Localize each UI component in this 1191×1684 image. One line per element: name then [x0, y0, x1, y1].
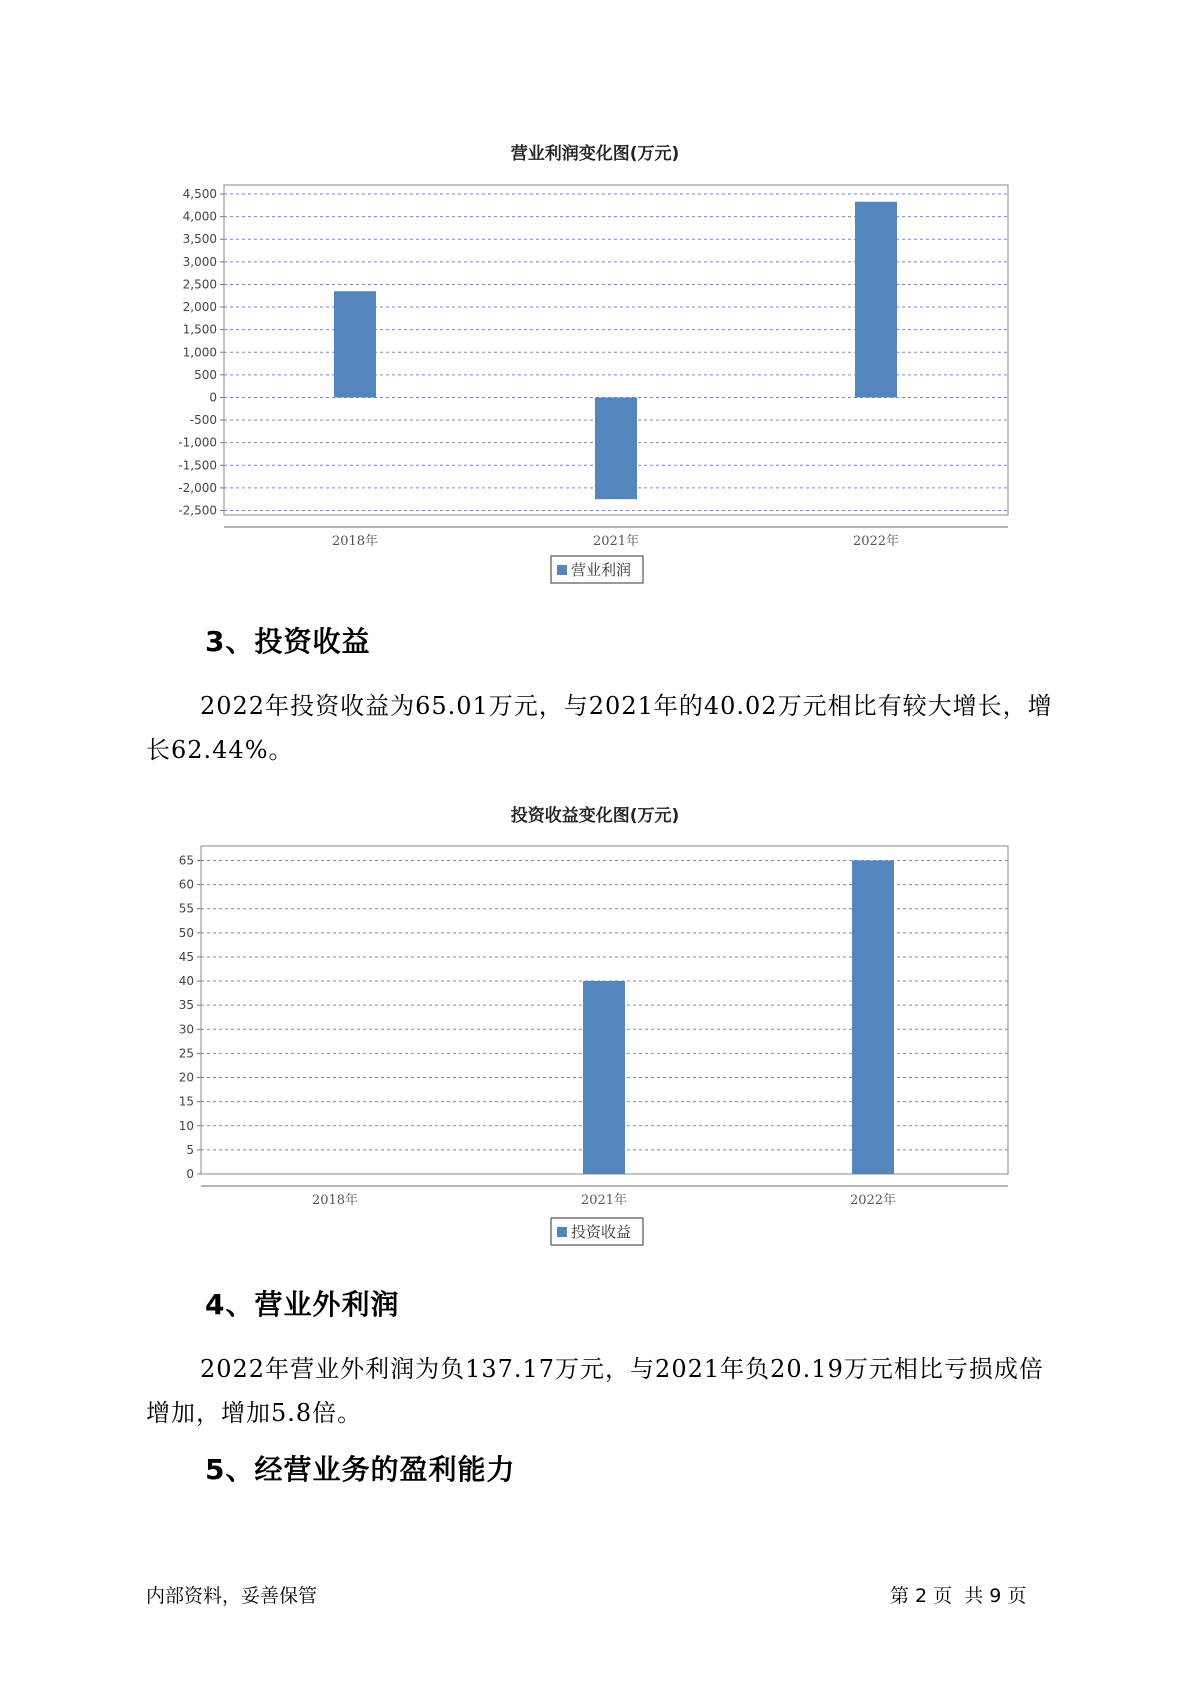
- operating-profit-chart-svg: [0, 135, 1191, 595]
- chart-legend: [551, 556, 643, 583]
- x-tick-label: 2021年: [580, 1193, 628, 1208]
- bar: [852, 860, 894, 1174]
- y-tick-label: -2,000: [178, 480, 217, 495]
- y-tick-label: 0: [186, 1167, 194, 1181]
- bar: [334, 291, 376, 397]
- y-tick-label: 5: [186, 1142, 194, 1157]
- y-tick-label: 0: [209, 390, 217, 405]
- section-3-paragraph: 2022年投资收益为65.01万元，与2021年的40.02万元相比有较大增长，增长62.44%。: [146, 692, 1053, 764]
- y-tick-label: 30: [178, 1022, 194, 1037]
- bar: [595, 397, 637, 499]
- legend-swatch: [557, 565, 567, 575]
- y-tick-label: 15: [178, 1094, 194, 1109]
- y-tick-label: 3,000: [182, 254, 217, 269]
- y-tick-label: 25: [178, 1046, 194, 1061]
- bar: [855, 202, 897, 398]
- y-tick-label: 3,500: [182, 232, 217, 247]
- section-4-heading: 4、营业外利润: [205, 1288, 400, 1321]
- y-tick-label: -2,500: [178, 503, 217, 518]
- y-tick-label: 1,500: [182, 322, 217, 337]
- y-tick-label: 2,500: [182, 277, 217, 292]
- chart-legend: [551, 1218, 643, 1245]
- section-5-heading: 5、经营业务的盈利能力: [205, 1453, 516, 1486]
- y-tick-label: 10: [178, 1118, 194, 1133]
- x-tick-label: 2018年: [331, 534, 379, 549]
- investment-income-chart-svg: [0, 797, 1191, 1257]
- y-tick-label: 65: [178, 853, 194, 868]
- y-tick-label: 35: [178, 998, 194, 1013]
- legend-swatch: [557, 1227, 567, 1237]
- y-tick-label: 40: [178, 974, 194, 989]
- x-tick-label: 2021年: [592, 534, 640, 549]
- page-number: 第 2 页 共 9 页: [890, 1585, 1027, 1607]
- y-tick-label: 2,000: [182, 300, 217, 315]
- legend-label: 营业利润: [571, 561, 632, 579]
- y-tick-label: 60: [178, 877, 194, 892]
- investment-income-chart: [0, 797, 1191, 1257]
- y-tick-label: 4,000: [182, 209, 217, 224]
- y-tick-label: 4,500: [182, 187, 217, 202]
- y-tick-label: -1,000: [178, 435, 217, 450]
- section-4-paragraph: 2022年营业外利润为负137.17万元，与2021年负20.19万元相比亏损成倍增加，增加5.8倍。: [146, 1355, 1044, 1427]
- x-tick-label: 2018年: [311, 1193, 359, 1208]
- x-tick-label: 2022年: [852, 534, 900, 549]
- y-tick-label: -1,500: [178, 458, 217, 473]
- y-tick-label: 45: [178, 949, 194, 964]
- footer-note: 内部资料，妥善保管: [146, 1585, 318, 1607]
- y-tick-label: 500: [194, 367, 217, 382]
- y-tick-label: 50: [178, 925, 194, 940]
- operating-profit-chart: [0, 135, 1191, 595]
- y-tick-label: 55: [178, 901, 194, 916]
- y-tick-label: 20: [178, 1070, 194, 1085]
- y-tick-label: -500: [189, 413, 217, 428]
- legend-label: 投资收益: [571, 1223, 632, 1241]
- section-3-heading: 3、投资收益: [205, 625, 371, 658]
- bar: [583, 981, 625, 1174]
- y-tick-label: 1,000: [182, 345, 217, 360]
- x-tick-label: 2022年: [849, 1193, 897, 1208]
- chart-title: 投资收益变化图(万元): [510, 806, 680, 826]
- chart-title: 营业利润变化图(万元): [510, 144, 680, 164]
